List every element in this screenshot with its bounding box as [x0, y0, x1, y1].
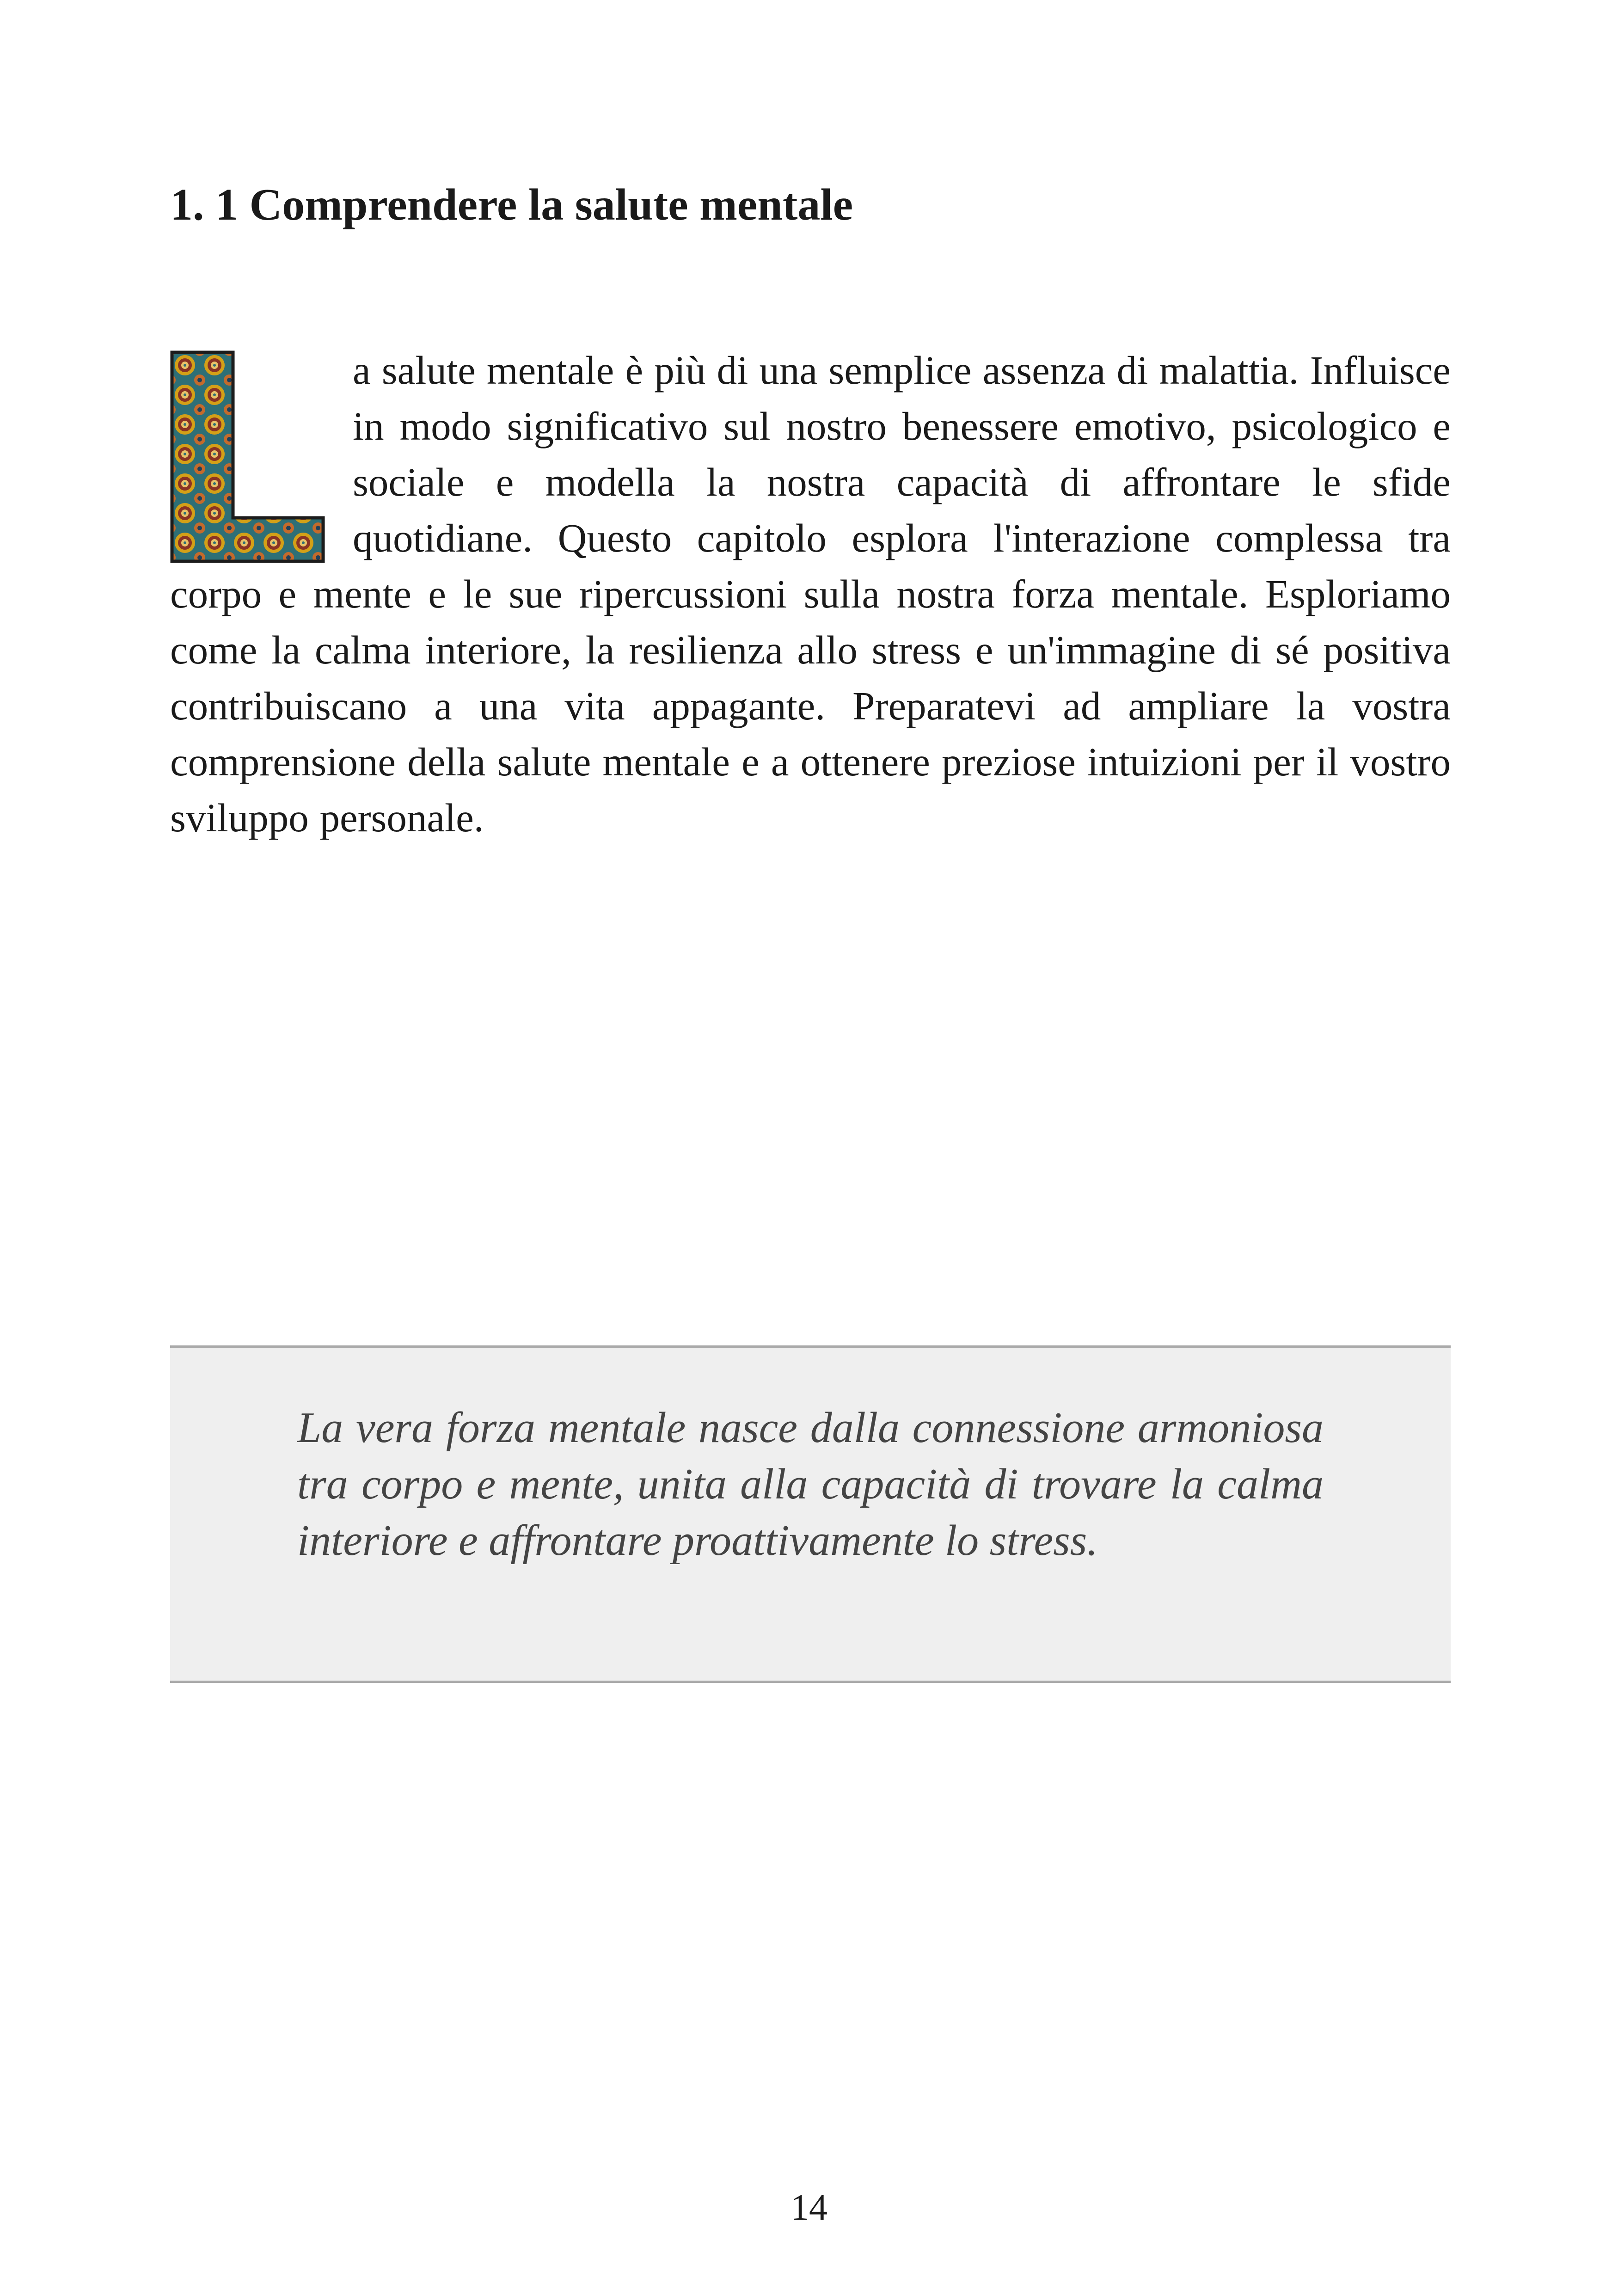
callout-box — [170, 1345, 1451, 1683]
section-heading: 1. 1 Comprendere la salute mentale — [170, 180, 853, 230]
page-number: 14 — [791, 2187, 827, 2228]
intro-section — [170, 342, 1451, 846]
intro-paragraph: a salute mentale è più di una semplice assenza di malattia. Influisce in modo significativo sul nostro benessere emotivo, psicologico e sociale e modella la nostra capacità di affrontare le sfide quotidiane. Questo capitolo esplora l'interazione complessa tra corpo e mente e le sue ripercussioni sulla nostra forza mentale. Esploriamo come la calma interiore, la resilienza allo stress e un'immagine di sé positiva contribuiscano a una vita appagante. Preparatevi ad ampliare la vostra comprensione della salute mentale e a ottenere preziose intuizioni per il vostro sviluppo personale. — [170, 348, 1451, 840]
callout-quote: La vera forza mentale nasce dalla connessione armoniosa tra corpo e mente, unita alla capacità di trovare la calma interiore e affrontare proattivamente lo stress. — [297, 1404, 1324, 1565]
decorative-dropcap-letter-l — [170, 350, 325, 563]
